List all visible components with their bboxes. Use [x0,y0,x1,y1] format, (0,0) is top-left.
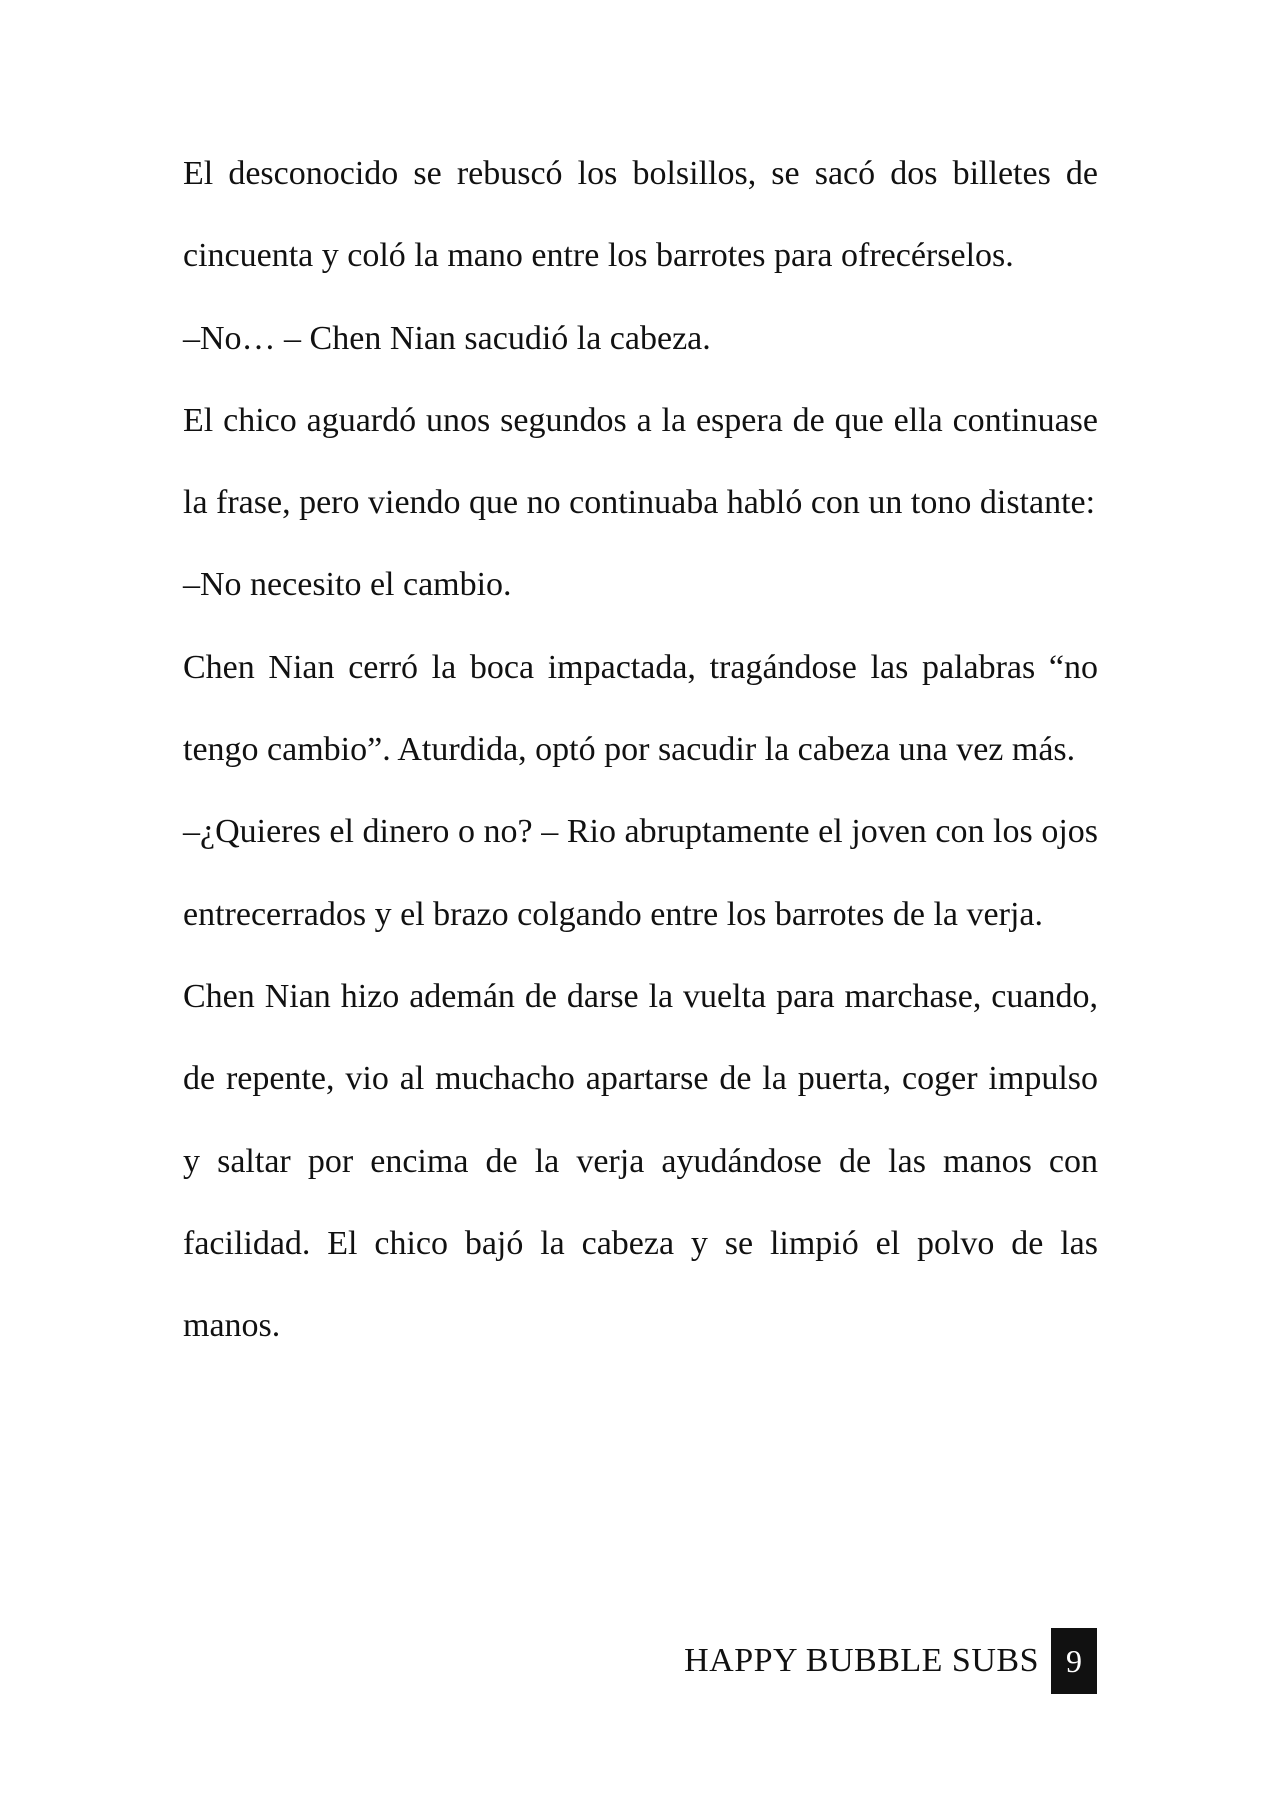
page-footer [684,1628,1097,1694]
paragraph: Chen Nian hizo ademán de darse la vuelta para marchase, cuando, de repente, vio al muchacho apartarse de la puerta, coger impulso y saltar por encima de la verja ayudándose de las manos con facilidad. El chico bajó la cabeza y se limpió el polvo de las manos. [183,977,1098,1345]
paragraph: –¿Quieres el dinero o no? – Rio abruptamente el joven con los ojos entrecerrados y el brazo colgando entre los barrotes de la verja. [183,813,1098,933]
paragraph: El desconocido se rebuscó los bolsillos, se sacó dos billetes de cincuenta y coló la mano entre los barrotes para ofrecérselos. [183,155,1098,275]
body-text [183,133,1098,1367]
paragraph: –No… – Chen Nian sacudió la cabeza. [183,319,711,357]
footer-credit: HAPPY BUBBLE SUBS [684,1642,1039,1679]
paragraph: –No necesito el cambio. [183,566,512,604]
paragraph: El chico aguardó unos segundos a la espera de que ella continuase la frase, pero viendo que no continuaba habló con un tono distante: [183,401,1098,522]
paragraph: Chen Nian cerró la boca impactada, tragándose las palabras “no tengo cambio”. Aturdida, optó por sacudir la cabeza una vez más. [183,648,1098,769]
page-number: 9 [1051,1628,1097,1694]
